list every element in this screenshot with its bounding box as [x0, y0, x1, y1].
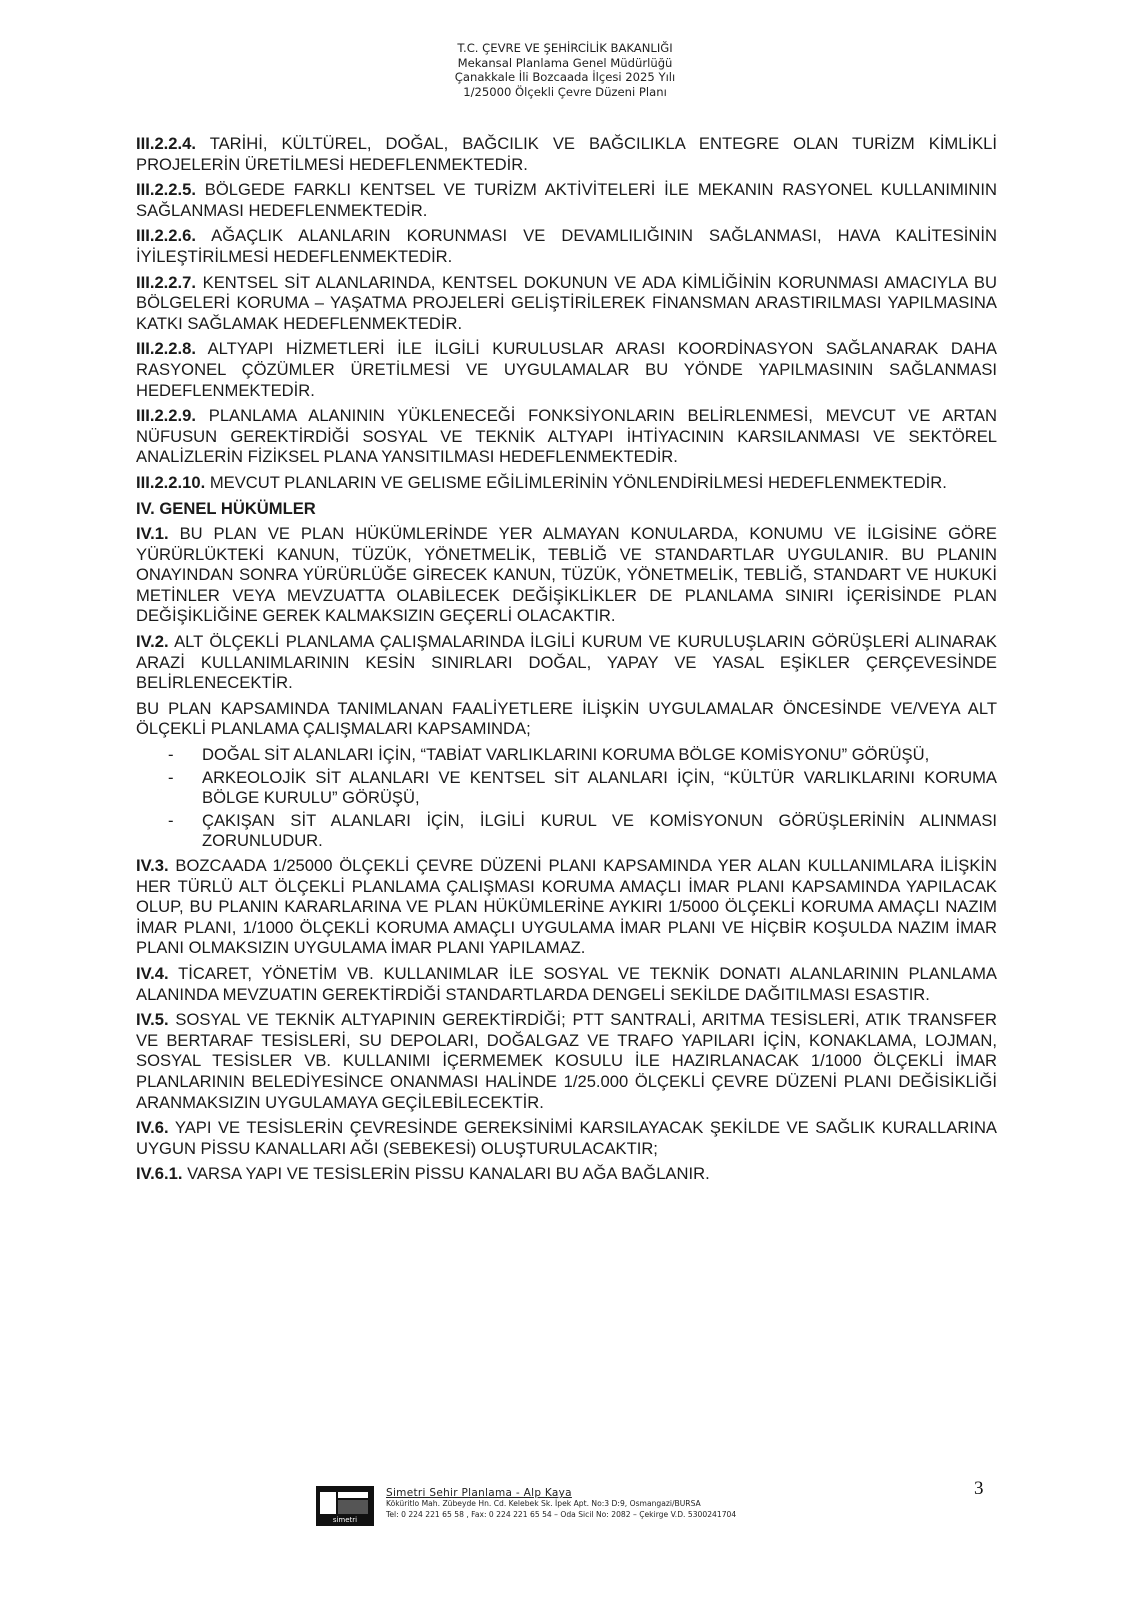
list-item-text: ARKEOLOJİK SİT ALANLARI VE KENTSEL SİT ALANLARI İÇİN, “KÜLTÜR VARLIKLARINI KORUMA BÖLGE KURULU” GÖRÜŞÜ,: [202, 767, 997, 808]
paragraph-text: TİCARET, YÖNETİM VB. KULLANIMLAR İLE SOSYAL VE TEKNİK DONATI ALANLARININ PLANLAMA ALANINDA MEVZUATIN GEREKTİRDİĞİ STANDARTLARDA DENGELİ SEKİLDE DAĞITILMASI ESASTIR.: [136, 963, 997, 1004]
list-item-text: DOĞAL SİT ALANLARI İÇİN, “TABİAT VARLIKLARINI KORUMA BÖLGE KOMİSYONU” GÖRÜŞÜ,: [202, 745, 930, 765]
paragraph-number: IV.4.: [136, 963, 169, 983]
paragraph-text: VARSA YAPI VE TESİSLERİN PİSSU KANALARI BU AĞA BAĞLANIR.: [187, 1164, 710, 1184]
paragraph: [136, 180, 997, 221]
logo-text: simetri: [332, 1516, 358, 1524]
header-location: Çanakkale İli Bozcaada İlçesi 2025 Yılı: [454, 70, 676, 84]
paragraph: [136, 856, 997, 959]
paragraph-text: SOSYAL VE TEKNİK ALTYAPININ GEREKTİRDİĞİ; PTT SANTRALİ, ARITMA TESİSLERİ, ATIK TRANSFER VE BERTARAF TESİSLERİ, SU DEPOLARI, DOĞALGAZ VE TRAFO YAPILARI İÇİN, KONAKLAMA, LOJMAN, SOSYAL TESİSLER VB. KULLANIMI İÇERMEMEK KOSULU İLE HAZIRLANACAK 1/1000 ÖLÇEKLİ İMAR PLANLARININ BELEDİYESİNCE ONANMASI HALİNDE 1/25.000 ÖLÇEKLİ ÇEVRE DÜZENİ PLANI DEĞİSİKLİĞİ ARANMAKSIZIN UYGULAMAYA GEÇİLEBİLECEKTİR.: [136, 1010, 997, 1112]
paragraph-text: YAPI VE TESİSLERİN ÇEVRESİNDE GEREKSİNİMİ KARSILAYACAK ŞEKİLDE VE SAĞLIK KURALLARINA UYGUN PİSSU KANALLARI AĞI (SEBEKESİ) OLUŞTURULACAKTIR;: [136, 1118, 997, 1158]
paragraph-number: IV.3.: [136, 856, 169, 875]
paragraph: [136, 226, 997, 267]
paragraph-text: MEVCUT PLANLARIN VE GELISME EĞİLİMLERİNİN YÖNLENDİRİLMESİ HEDEFLENMEKTEDİR.: [209, 472, 947, 492]
paragraph-text: BU PLAN VE PLAN HÜKÜMLERİNDE YER ALMAYAN KONULARDA, KONUMU VE İLGİSİNE GÖRE YÜRÜRLÜKTEKİ KANUN, TÜZÜK, YÖNETMELİK, TEBLİĞ VE STANDARTLAR UYGULANIR. BU PLANIN ONAYINDAN SONRA YÜRÜRLÜĞE GİRECEK KANUN, TÜZÜK, YÖNETMELİK, TEBLİĞ, STANDART VE HUKUKİ METİNLER VEYA MEVZUATTA OLABİLECEK DEĞİŞİKLİKLER DE PLANLAMA SINIRI İÇERİSİNDE PLAN DEĞİŞİKLİĞİNE GEREK KALMAKSIZIN GEÇERLİ OLACAKTIR.: [136, 524, 997, 626]
paragraph-text: TARİHİ, KÜLTÜREL, DOĞAL, BAĞCILIK VE BAĞCILIKLA ENTEGRE OLAN TURİZM KİMLİKLİ PROJELERİN ÜRETİLMESİ HEDEFLENMEKTEDİR.: [136, 134, 997, 174]
paragraph-number: III.2.2.6.: [136, 226, 196, 246]
document-body: [136, 134, 997, 1190]
paragraph: [136, 339, 997, 401]
list-item: [136, 768, 997, 809]
list-item-text: ÇAKIŞAN SİT ALANLARI İÇİN, İLGİLİ KURUL VE KOMİSYONUN GÖRÜŞLERİNİN ALINMASI ZORUNLUDUR.: [202, 810, 997, 851]
list-intro: BU PLAN KAPSAMINDA TANIMLANAN FAALİYETLERE İLİŞKİN UYGULAMALAR ÖNCESİNDE VE/VEYA ALT ÖLÇEKLİ PLANLAMA ÇALIŞMALARI KAPSAMINDA;: [136, 698, 997, 739]
paragraph-text: BOZCAADA 1/25000 ÖLÇEKLİ ÇEVRE DÜZENİ PLANI KAPSAMINDA YER ALAN KULLANIMLARA İLİŞKİN HER TÜRLÜ ALT ÖLÇEKLİ PLANLAMA ÇALIŞMASI KORUMA AMAÇLI İMAR PLANI KAPSAMINDA YAPILACAK OLUP, BU PLANIN KARARLARINA VE PLAN HÜKÜMLERİNE AYKIRI 1/5000 ÖLÇEKLİ KORUMA AMAÇLI NAZIM İMAR PLANI, 1/1000 ÖLÇEKLİ KORUMA AMAÇLI UYGULAMA İMAR PLANI VE HİÇBİR KOŞULDA NAZIM İMAR PLANI OLMAKSIZIN UYGULAMA İMAR PLANI YAPILAMAZ.: [136, 856, 997, 958]
paragraph-number: IV.6.1.: [136, 1164, 183, 1184]
paragraph: [136, 406, 997, 468]
footer-address: Köküritlo Mah. Zübeyde Hn. Cd. Kelebek Sk. İpek Apt. No:3 D:9, Osmangazi/BURSA: [386, 1499, 701, 1508]
requirement-list: [136, 745, 997, 852]
list-item: [136, 811, 997, 852]
header-directorate: Mekansal Planlama Genel Müdürlüğü: [457, 55, 673, 70]
list-dash: -: [168, 767, 174, 787]
paragraph: [136, 1164, 997, 1185]
header-ministry: T.C. ÇEVRE VE ŞEHİRCİLİK BAKANLIĞI: [457, 41, 673, 55]
list-dash: -: [168, 745, 174, 765]
list-item: [136, 745, 997, 766]
section-title: IV. GENEL HÜKÜMLER: [136, 498, 316, 518]
paragraph-text: AĞAÇLIK ALANLARIN KORUNMASI VE DEVAMLILIĞININ SAĞLANMASI, HAVA KALİTESİNİN İYİLEŞTİRİLMESİ HEDEFLENMEKTEDİR.: [136, 226, 997, 266]
paragraph-text: KENTSEL SİT ALANLARINDA, KENTSEL DOKUNUN VE ADA KİMLİĞİNİN KORUNMASI AMACIYLA BU BÖLGELERİ KORUMA – YAŞATMA PROJELERİ GELİŞTİRİLEREK FİNANSMAN ARASTIRILMASI YAPILMASINA KATKI SAĞLAMAK HEDEFLENMEKTEDİR.: [136, 272, 997, 333]
paragraph-number: III.2.2.8.: [136, 339, 196, 359]
footer-company: Simetri Sehir Planlama - Alp Kaya: [386, 1487, 572, 1499]
paragraph: [136, 964, 997, 1005]
list-dash: -: [168, 810, 174, 830]
paragraph-number: III.2.2.7.: [136, 272, 196, 292]
paragraph: [136, 1010, 997, 1113]
paragraph-number: III.2.2.5.: [136, 180, 196, 200]
page-number: 3: [974, 1478, 984, 1499]
header-plan-title: 1/25000 Ölçekli Çevre Düzeni Planı: [463, 84, 667, 99]
paragraph-number: III.2.2.9.: [136, 406, 196, 426]
company-logo-icon: [316, 1486, 374, 1526]
paragraph-number: IV.6.: [136, 1118, 169, 1138]
paragraph-number: III.2.2.10.: [136, 472, 206, 492]
paragraph: [136, 524, 997, 627]
paragraph: [136, 1118, 997, 1159]
paragraph-number: IV.5.: [136, 1010, 169, 1030]
document-header: [0, 41, 1130, 99]
footer-contact: Tel: 0 224 221 65 58 , Fax: 0 224 221 65 54 – Oda Sicil No: 2082 – Çekirge V.D. 5300241704: [386, 1509, 737, 1519]
paragraph-text: ALT ÖLÇEKLİ PLANLAMA ÇALIŞMALARINDA İLGİLİ KURUM VE KURULUŞLARIN GÖRÜŞLERİ ALINARAK ARAZİ KULLANIMLARININ KESİN SINIRLARI DOĞAL, YAPAY VE YASAL EŞİKLER ÇERÇEVESİNDE BELİRLENECEKTİR.: [136, 632, 997, 693]
paragraph-number: III.2.2.4.: [136, 134, 196, 153]
paragraph-text: PLANLAMA ALANININ YÜKLENECEĞİ FONKSİYONLARIN BELİRLENMESİ, MEVCUT VE ARTAN NÜFUSUN GEREKTİRDİĞİ SOSYAL VE TEKNİK ALTYAPI İHTİYACININ KARSILANMASI VE SEKTÖREL ANALİZLERİN FİZİKSEL PLANA YANSITILMASI HEDEFLENMEKTEDİR.: [136, 406, 997, 467]
document-footer: [316, 1484, 896, 1526]
footer-info: [386, 1487, 736, 1520]
paragraph-number: IV.1.: [136, 524, 169, 544]
paragraph: [136, 632, 997, 694]
paragraph: [136, 273, 997, 335]
paragraph-text: ALTYAPI HİZMETLERİ İLE İLGİLİ KURULUSLAR ARASI KOORDİNASYON SAĞLANARAK DAHA RASYONEL ÇÖZÜMLER ÜRETİLMESİ VE UYGULAMALAR BU YÖNDE YAPILMASININ SAĞLANMASI HEDEFLENMEKTEDİR.: [136, 339, 997, 400]
paragraph-text: BÖLGEDE FARKLI KENTSEL VE TURİZM AKTİVİTELERİ İLE MEKANIN RASYONEL KULLANIMININ SAĞLANMASI HEDEFLENMEKTEDİR.: [136, 180, 997, 220]
paragraph: [136, 134, 997, 175]
paragraph-number: IV.2.: [136, 632, 169, 652]
paragraph: [136, 473, 997, 494]
